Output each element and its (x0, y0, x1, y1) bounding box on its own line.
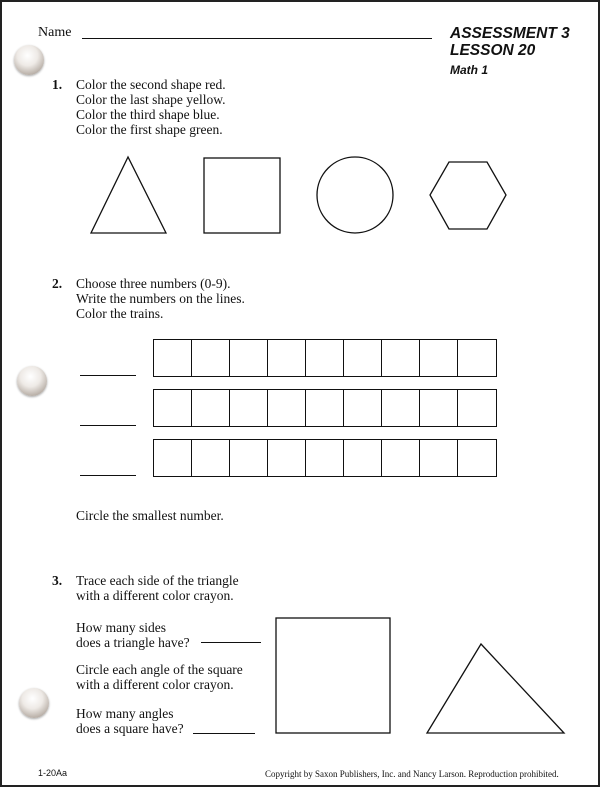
q3-intro-line-2: with a different color crayon. (76, 588, 234, 603)
name-label: Name (38, 25, 72, 40)
q3-triangle-icon[interactable] (427, 644, 564, 733)
q3-number: 3. (52, 573, 63, 588)
q1-number: 1. (52, 77, 63, 92)
q1-line-1: Color the second shape red. (76, 77, 226, 92)
q2-line-2: Write the numbers on the lines. (76, 291, 245, 306)
q1-line-2: Color the last shape yellow. (76, 92, 226, 107)
q2-line-1: Choose three numbers (0-9). (76, 276, 231, 291)
q1-line-3: Color the third shape blue. (76, 107, 220, 122)
q3-square-icon[interactable] (276, 618, 390, 733)
q3-sides-line-2: does a triangle have? (76, 635, 190, 650)
q3-shapes (2, 2, 598, 785)
q3-angle-line-2: with a different color crayon. (76, 677, 234, 692)
page-code: 1-20Aa (38, 768, 68, 778)
subject-label: Math 1 (450, 63, 489, 77)
q3-intro-line-1: Trace each side of the triangle (76, 573, 239, 588)
assessment-title: ASSESSMENT 3 (450, 25, 570, 42)
q3-sides-line-1: How many sides (76, 620, 166, 635)
lesson-title: LESSON 20 (450, 42, 536, 59)
q3-angles-line-1: How many angles (76, 706, 174, 721)
q3-angle-line-1: Circle each angle of the square (76, 662, 243, 677)
q3-angles-line-2: does a square have? (76, 721, 184, 736)
q1-line-4: Color the first shape green. (76, 122, 223, 137)
q2-line-3: Color the trains. (76, 306, 164, 321)
q2-number: 2. (52, 276, 63, 291)
copyright-notice: Copyright by Saxon Publishers, Inc. and Nancy Larson. Reproduction prohibited. (265, 769, 559, 779)
q2-circle-instruction: Circle the smallest number. (76, 508, 224, 523)
